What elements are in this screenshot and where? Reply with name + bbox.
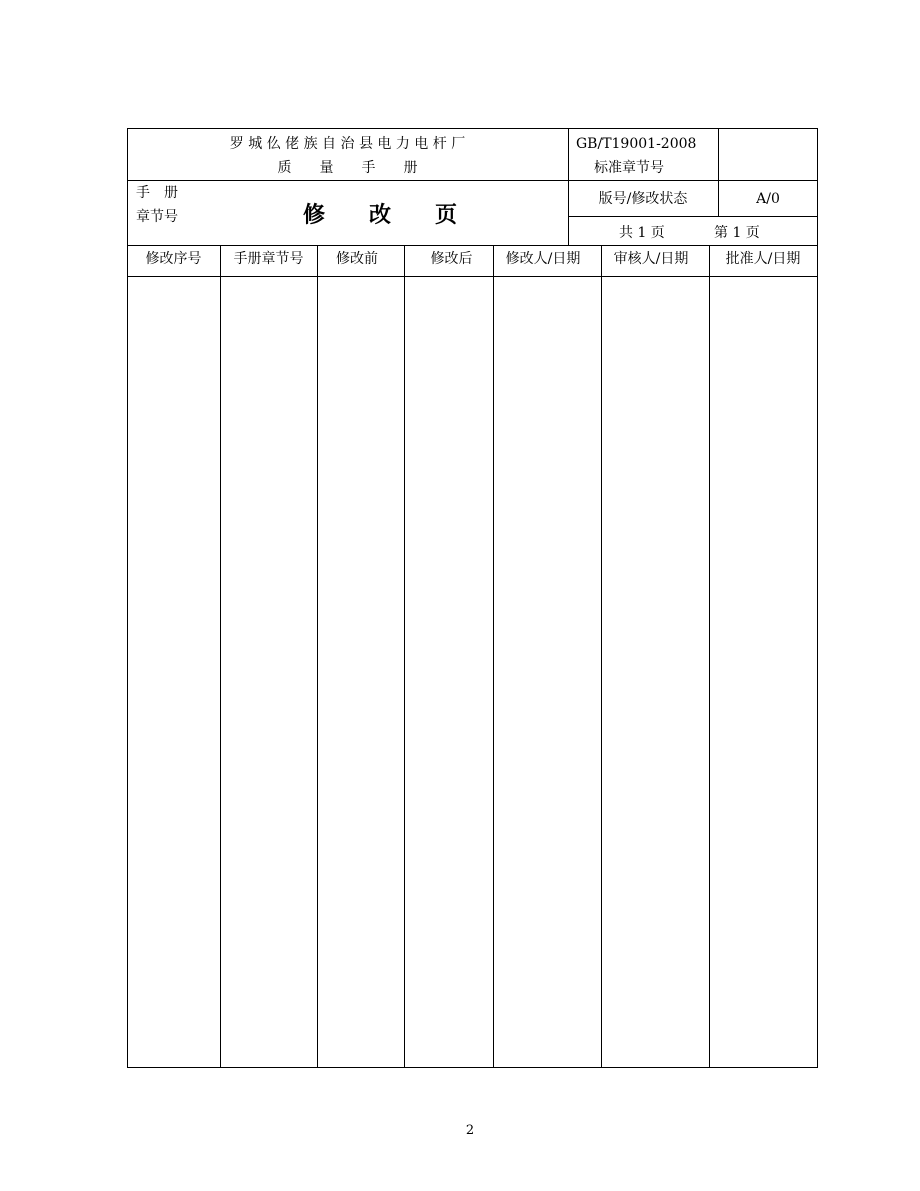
- table-border-left: [127, 128, 128, 1068]
- column-header-reviewer-date: 审核人/日期: [613, 251, 689, 267]
- version-label: 版号/修改状态: [598, 191, 688, 207]
- column-divider-5: [601, 245, 602, 1068]
- company-name: 罗 城 仫 佬 族 自 治 县 电 力 电 杆 厂: [229, 136, 466, 152]
- column-header-before: 修改前: [336, 251, 378, 267]
- column-header-approver-date: 批准人/日期: [725, 251, 801, 267]
- table-border-top: [127, 128, 818, 129]
- table-border-bottom: [127, 1067, 818, 1068]
- page-number: 2: [465, 1123, 475, 1138]
- column-header-divider: [127, 276, 818, 277]
- total-pages: 共 1 页: [619, 225, 665, 241]
- current-page: 第 1 页: [714, 225, 760, 241]
- column-header-manual-section: 手册章节号: [233, 251, 304, 267]
- header-divider-3: [127, 245, 818, 246]
- column-header-after: 修改后: [430, 251, 473, 267]
- table-border-right: [817, 128, 818, 1068]
- standard-code: GB/T19001-2008: [576, 136, 697, 152]
- column-header-reviser-date: 修改人/日期: [505, 251, 581, 267]
- column-divider-2: [317, 245, 318, 1068]
- header-vertical-1: [568, 128, 569, 246]
- header-divider-2: [568, 216, 818, 217]
- column-divider-1: [220, 245, 221, 1068]
- header-divider-1: [127, 180, 818, 181]
- column-divider-3: [404, 245, 405, 1068]
- page-title: 修 改 页: [302, 202, 457, 228]
- manual-name: 质 量 手 册: [277, 160, 418, 176]
- section-label: 标准章节号: [594, 160, 664, 176]
- column-header-revision-no: 修改序号: [145, 251, 202, 267]
- chapter-label: 章节号: [136, 209, 178, 225]
- column-divider-4: [493, 245, 494, 1068]
- column-divider-6: [709, 245, 710, 1068]
- version-value: A/0: [756, 191, 780, 207]
- manual-label: 手 册: [136, 185, 178, 201]
